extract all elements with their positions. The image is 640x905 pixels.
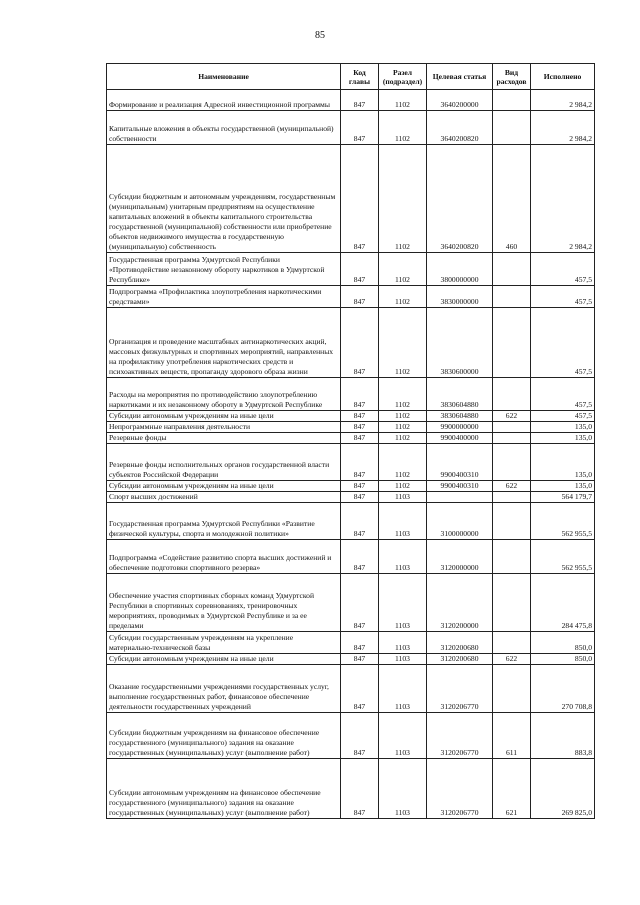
cell-done: 269 825,0 xyxy=(531,759,595,819)
cell-kind xyxy=(493,308,531,378)
cell-name: Подпрограмма «Содействие развитию спорта высших достижений и обеспечение подготовки спортивного резерва» xyxy=(107,540,341,574)
cell-code: 847 xyxy=(341,444,379,481)
cell-section: 1103 xyxy=(379,632,427,654)
cell-name: Непрограммные направления деятельности xyxy=(107,422,341,433)
cell-name: Государственная программа Удмуртской Республики «Противодействие незаконному обороту наркотиков в Удмуртской Республике» xyxy=(107,253,341,286)
cell-code: 847 xyxy=(341,90,379,111)
cell-code: 847 xyxy=(341,492,379,503)
cell-target: 9900400310 xyxy=(427,444,493,481)
cell-kind: 622 xyxy=(493,411,531,422)
header-kind: Вид расходов xyxy=(493,64,531,90)
cell-kind: 622 xyxy=(493,481,531,492)
cell-code: 847 xyxy=(341,253,379,286)
cell-kind xyxy=(493,632,531,654)
cell-name: Формирование и реализация Адресной инвестиционной программы xyxy=(107,90,341,111)
cell-done: 135,0 xyxy=(531,422,595,433)
cell-name: Подпрограмма «Профилактика злоупотребления наркотическими средствами» xyxy=(107,286,341,308)
cell-section: 1103 xyxy=(379,665,427,713)
cell-target: 3830600000 xyxy=(427,308,493,378)
cell-section: 1102 xyxy=(379,253,427,286)
table-row xyxy=(107,759,595,819)
cell-name: Субсидии бюджетным и автономным учреждениям, государственным (муниципальным) унитарным предприятиям на осуществление капитальных вложений в объекты капитального строительства государственной (муниципальной) собственности или приобретение объектов недвижимого имущества в государственную (муниципальную) собственность xyxy=(107,145,341,253)
cell-section: 1102 xyxy=(379,422,427,433)
table-header-row xyxy=(107,64,595,90)
table-row xyxy=(107,433,595,444)
cell-done: 457,5 xyxy=(531,286,595,308)
cell-target: 3120206770 xyxy=(427,665,493,713)
header-done: Исполнено xyxy=(531,64,595,90)
cell-done: 2 984,2 xyxy=(531,145,595,253)
cell-name: Субсидии автономным учреждениям на финансовое обеспечение государственного (муниципального) задания на оказание государственных (муниципальных) услуг (выполнение работ) xyxy=(107,759,341,819)
cell-done: 562 955,5 xyxy=(531,540,595,574)
cell-target: 3120200680 xyxy=(427,654,493,665)
cell-code: 847 xyxy=(341,632,379,654)
cell-code: 847 xyxy=(341,654,379,665)
cell-kind xyxy=(493,492,531,503)
cell-name: Резервные фонды исполнительных органов государственной власти субъектов Российской Федерации xyxy=(107,444,341,481)
cell-name: Спорт высших достижений xyxy=(107,492,341,503)
cell-target: 3830604880 xyxy=(427,411,493,422)
cell-section: 1102 xyxy=(379,444,427,481)
table-row xyxy=(107,308,595,378)
cell-done: 2 984,2 xyxy=(531,111,595,145)
cell-section: 1102 xyxy=(379,308,427,378)
cell-name: Оказание государственными учреждениями государственных услуг, выполнение государственных работ, финансовое обеспечение деятельности государственных учреждений xyxy=(107,665,341,713)
cell-section: 1102 xyxy=(379,481,427,492)
cell-code: 847 xyxy=(341,286,379,308)
cell-code: 847 xyxy=(341,308,379,378)
cell-done: 850,0 xyxy=(531,654,595,665)
cell-section: 1103 xyxy=(379,540,427,574)
table-row xyxy=(107,253,595,286)
cell-kind xyxy=(493,540,531,574)
cell-section: 1102 xyxy=(379,90,427,111)
cell-section: 1103 xyxy=(379,574,427,632)
cell-done: 135,0 xyxy=(531,481,595,492)
table-row xyxy=(107,540,595,574)
cell-name: Субсидии бюджетным учреждениям на финансовое обеспечение государственного (муниципального) задания на оказание государственных (муниципальных) услуг (выполнение работ) xyxy=(107,713,341,759)
cell-target: 9900000000 xyxy=(427,422,493,433)
header-target: Целевая статья xyxy=(427,64,493,90)
cell-name: Резервные фонды xyxy=(107,433,341,444)
cell-code: 847 xyxy=(341,481,379,492)
cell-name: Субсидии автономным учреждениям на иные цели xyxy=(107,654,341,665)
cell-kind xyxy=(493,444,531,481)
cell-done: 135,0 xyxy=(531,444,595,481)
cell-target: 3640200820 xyxy=(427,111,493,145)
header-code: Код главы xyxy=(341,64,379,90)
cell-code: 847 xyxy=(341,574,379,632)
cell-section: 1102 xyxy=(379,286,427,308)
cell-section: 1103 xyxy=(379,654,427,665)
cell-name: Капитальные вложения в объекты государственной (муниципальной) собственности xyxy=(107,111,341,145)
cell-kind xyxy=(493,433,531,444)
cell-name: Обеспечение участия спортивных сборных команд Удмуртской Республики в спортивных соревнованиях, тренировочных мероприятиях, проводимых в Удмуртской Республике и за ее пределами xyxy=(107,574,341,632)
cell-kind xyxy=(493,503,531,540)
cell-target: 3120206770 xyxy=(427,759,493,819)
table-row xyxy=(107,411,595,422)
cell-done: 135,0 xyxy=(531,433,595,444)
cell-done: 457,5 xyxy=(531,253,595,286)
cell-code: 847 xyxy=(341,111,379,145)
cell-target: 9900400000 xyxy=(427,433,493,444)
table-row xyxy=(107,574,595,632)
table-row xyxy=(107,665,595,713)
cell-target: 3640200000 xyxy=(427,90,493,111)
page-number: 85 xyxy=(315,30,325,41)
cell-target: 3120200680 xyxy=(427,632,493,654)
cell-target: 3800000000 xyxy=(427,253,493,286)
budget-execution-table xyxy=(106,63,595,819)
header-section: Разел (подраздел) xyxy=(379,64,427,90)
cell-section: 1103 xyxy=(379,503,427,540)
cell-code: 847 xyxy=(341,540,379,574)
cell-section: 1102 xyxy=(379,145,427,253)
table-row xyxy=(107,654,595,665)
cell-section: 1103 xyxy=(379,759,427,819)
cell-code: 847 xyxy=(341,433,379,444)
cell-kind xyxy=(493,90,531,111)
cell-done: 564 179,7 xyxy=(531,492,595,503)
table-row xyxy=(107,444,595,481)
cell-kind xyxy=(493,574,531,632)
cell-kind xyxy=(493,111,531,145)
cell-section: 1103 xyxy=(379,713,427,759)
cell-done: 562 955,5 xyxy=(531,503,595,540)
table-row xyxy=(107,481,595,492)
cell-target: 3100000000 xyxy=(427,503,493,540)
cell-done: 883,8 xyxy=(531,713,595,759)
cell-kind: 621 xyxy=(493,759,531,819)
table-row xyxy=(107,713,595,759)
cell-target: 3120000000 xyxy=(427,540,493,574)
table-row xyxy=(107,90,595,111)
cell-done: 2 984,2 xyxy=(531,90,595,111)
cell-kind xyxy=(493,253,531,286)
cell-kind xyxy=(493,286,531,308)
cell-target: 9900400310 xyxy=(427,481,493,492)
cell-target: 3120200000 xyxy=(427,574,493,632)
cell-target: 3640200820 xyxy=(427,145,493,253)
cell-code: 847 xyxy=(341,713,379,759)
cell-done: 270 708,8 xyxy=(531,665,595,713)
table-row xyxy=(107,492,595,503)
table-row xyxy=(107,145,595,253)
cell-section: 1102 xyxy=(379,111,427,145)
cell-kind xyxy=(493,422,531,433)
cell-name: Государственная программа Удмуртской Республики «Развитие физической культуры, спорта и молодежной политики» xyxy=(107,503,341,540)
table-row xyxy=(107,378,595,411)
cell-code: 847 xyxy=(341,422,379,433)
cell-name: Организация и проведение масштабных антинаркотических акций, массовых физкультурных и спортивных мероприятий, направленных на профилактику употребления наркотических средств и психоактивных веществ, пропаганду здорового образа жизни xyxy=(107,308,341,378)
table-row xyxy=(107,503,595,540)
table-row xyxy=(107,111,595,145)
cell-code: 847 xyxy=(341,759,379,819)
cell-code: 847 xyxy=(341,145,379,253)
header-name: Наименование xyxy=(107,64,341,90)
cell-kind: 460 xyxy=(493,145,531,253)
cell-kind xyxy=(493,665,531,713)
cell-name: Расходы на мероприятия по противодействию злоупотреблению наркотиками и их незаконному обороту в Удмуртской Республике xyxy=(107,378,341,411)
cell-done: 284 475,8 xyxy=(531,574,595,632)
cell-name: Субсидии автономным учреждениям на иные цели xyxy=(107,481,341,492)
cell-code: 847 xyxy=(341,503,379,540)
cell-code: 847 xyxy=(341,665,379,713)
cell-section: 1102 xyxy=(379,411,427,422)
table-row xyxy=(107,422,595,433)
cell-code: 847 xyxy=(341,378,379,411)
cell-done: 457,5 xyxy=(531,378,595,411)
cell-section: 1103 xyxy=(379,492,427,503)
cell-kind xyxy=(493,378,531,411)
cell-name: Субсидии автономным учреждениям на иные цели xyxy=(107,411,341,422)
cell-code: 847 xyxy=(341,411,379,422)
cell-target: 3830604880 xyxy=(427,378,493,411)
cell-done: 457,5 xyxy=(531,308,595,378)
cell-target: 3120206770 xyxy=(427,713,493,759)
cell-kind: 611 xyxy=(493,713,531,759)
cell-target xyxy=(427,492,493,503)
table-row xyxy=(107,286,595,308)
cell-kind: 622 xyxy=(493,654,531,665)
cell-done: 850,0 xyxy=(531,632,595,654)
cell-target: 3830000000 xyxy=(427,286,493,308)
cell-done: 457,5 xyxy=(531,411,595,422)
table-row xyxy=(107,632,595,654)
cell-name: Субсидии государственным учреждениям на укрепление материально-технической базы xyxy=(107,632,341,654)
cell-section: 1102 xyxy=(379,433,427,444)
cell-section: 1102 xyxy=(379,378,427,411)
